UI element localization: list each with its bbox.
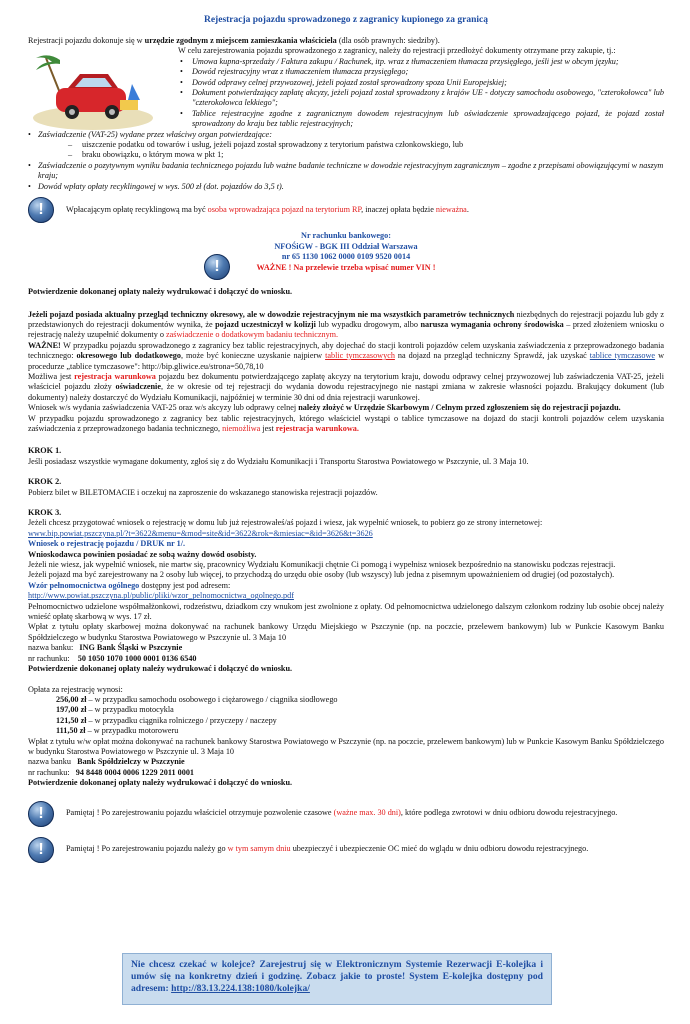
- list-item: – braku obowiązku, o którym mowa w pkt 1;: [68, 150, 664, 160]
- intro-line-2: W celu zarejestrowania pojazdu sprowadzonego z zagranicy, należy do rejestracji przedłożyć dokumenty otrzymane przy zakupie, tj.:: [178, 46, 616, 56]
- step-2: KROK 2. Pobierz bilet w BILETOMACIE i oczekuj na zaproszenie do wskazanego stanowiska rejestracji pojazdów.: [28, 477, 378, 497]
- warning-icon: [28, 801, 54, 827]
- paragraph-vat25: Wniosek w/s wydania zaświadczenia VAT-25 oraz w/s akcyzy lub odprawy celnej należy złożyć w Urzędzie Skarbowym / Celnym przed zgłoszeniem się do rejestracji pojazdu.: [28, 403, 621, 413]
- payment-confirmation: Potwierdzenie dokonanej opłaty należy wydrukować i dołączyć do wniosku.: [28, 287, 293, 297]
- list-item: • Umowa kupna-sprzedaży / Faktura zakupu / Rachunek, itp. wraz z tłumaczeniem tłumacza przysięgłego, jeśli jest w obcym języku;: [178, 57, 664, 67]
- fee-row: 197,00 zł – w przypadku motocykla: [56, 705, 174, 715]
- account-number-ing: nr rachunku: 50 1050 1070 1000 0001 0136 6540: [28, 653, 197, 663]
- step-1: KROK 1. Jeśli posiadasz wszystkie wymagane dokumenty, zgłoś się z do Wydziału Komunikacji i Transportu Starostwa Powiatowego w Pszczynie, ul. 3 Maja 10.: [28, 446, 529, 466]
- warning-icon: [28, 197, 54, 223]
- page-title: Rejestracja pojazdu sprowadzonego z zagranicy kupionego za granicą: [203, 15, 488, 25]
- list-item: • Dowód rejestracyjny wraz z tłumaczeniem tłumacza przysięgłego;: [178, 67, 664, 77]
- fee-row: 111,50 zł – w przypadku motoroweru: [56, 726, 179, 736]
- registration-fees: Opłata za rejestrację wynosi: 256,00 zł – w przypadku samochodu osobowego i ciężarowego / ciągnika siodłowego 197,00 zł – w przypadku motocykla 121,50 zł – w przypadku ciągnika rolniczego / przyczepy / naczepy 111,50 zł – w przypadku motoroweru Wpłat z tytułu w/w opłat można dokonywać na rachunek bankowy Starostwa Powiatowego w Pszczynie (np. na poczcie, przelewem bankowym) lub w Punkcie Kasowym Banku Spółdzielczego w budynku Starostwa Powiatowego w Pszczynie ul. 3 Maja 10 nazwa banku Bank Spółdzielczy w Pszczynie nr rachunku: 94 8448 0004 0006 1229 2011 0001 Potwierdzenie dokonanej opłaty należy wydrukować i dołączyć do wniosku.: [28, 684, 664, 788]
- paragraph-conditional: Możliwa jest rejestracja warunkowa pojazdu bez dokumentu potwierdzającego zapłatę akcyzy na terytorium kraju, dowodu odprawy celnej przywozowej lub zaświadczenia VAT-25, jeżeli właściciel pojazdu złoży oświadczenie, że w okresie od tej rejestracji do wydania dowodu rejestracyjnego nie nastąpi zmiana w zakresie własności pojazdu. Brakujący dokument (lub dokumenty) należy dostarczyć do Wydziału Komunikacji, najpóźniej w terminie 30 dni od dnia rejestracji warunkowej.: [28, 371, 664, 402]
- list-item: • Zaświadczenie o pozytywnym wyniku badania technicznego pojazdu lub ważne badanie techniczne w dowodzie rejestracyjnym zagranicznym – zgodne z przepisami obowiązującymi w naszym kraju;: [28, 161, 664, 182]
- bank-account-block: [28, 231, 664, 273]
- bank-name-ing: nazwa banku: ING Bank Śląski w Pszczynie: [28, 643, 183, 653]
- reminder-temporary-permit: ! Pamiętaj ! Po zarejestrowaniu pojazdu właściciel otrzymuje pozwolenie czasowe (ważne max. 30 dni), które podlega zwrotowi w dniu odbioru dowodu rejestracyjnego.: [28, 801, 664, 827]
- list-item: • Dowód wpłaty opłaty recyklingowej w wys. 500 zł (dot. pojazdów do 3,5 t).: [28, 182, 664, 192]
- list-item: • Dokument potwierdzający zapłatę akcyzy, jeżeli pojazd został sprowadzony z krajów UE - dotyczy samochodu osobowego, "czterokołowca" lub "czterokołowca lekkiego";: [178, 88, 664, 109]
- ekolejka-link[interactable]: http://83.13.224.138:1080/kolejka/: [171, 983, 310, 994]
- fee-row: 256,00 zł – w przypadku samochodu osobowego i ciężarowego / ciągnika siodłowego: [56, 694, 338, 704]
- form-name: Wniosek o rejestrację pojazdu / DRUK nr 1/.: [28, 539, 186, 549]
- document-page: [28, 14, 664, 863]
- warning-icon: [28, 837, 54, 863]
- vat-sublist: [68, 140, 664, 161]
- list-item: • Zaświadczenie (VAT-25) wydane przez właściwy organ potwierdzające: – uiszczenie podatku od towarów i usług, jeżeli pojazd został sprowadzony z terytorium państwa członkowskiego, lub – braku obowiązku, o którym mowa w pkt 1;: [28, 130, 664, 161]
- bank-nfosigw: Nr rachunku bankowego: NFOŚiGW - BGK III Oddział Warszawa nr 65 1130 1062 0000 0109 9520 0014 WAŻNE ! Na przelewie trzeba wpisać numer VIN !: [256, 231, 436, 272]
- reminder-insurance: ! Pamiętaj ! Po zarejestrowaniu pojazdu należy go w tym samym dniu ubezpieczyć i ubezpieczenie OC mieć do wglądu w dniu odbioru dowodu rejestracyjnego.: [28, 837, 664, 863]
- intro-section: [28, 36, 664, 130]
- list-item: – uiszczenie podatku od towarów i usług, jeżeli pojazd został sprowadzony z terytorium państwa członkowskiego, lub: [68, 140, 664, 150]
- power-of-attorney-link[interactable]: http://www.powiat.pszczyna.pl/public/pliki/wzor_pelnomocnictwa_ogolnego.pdf: [28, 591, 294, 601]
- list-item: • Dowód odprawy celnej przywozowej, jeżeli pojazd został sprowadzony spoza Unii Europejskiej;: [178, 78, 664, 88]
- bank-name-bs: nazwa banku Bank Spółdzielczy w Pszczynie: [28, 757, 185, 767]
- recycling-note: ! Wpłacającym opłatę recyklingową ma być osoba wprowadzająca pojazd na terytorium RP, inaczej opłata będzie nieważna.: [28, 197, 664, 223]
- additional-documents-list: [28, 130, 664, 192]
- ekolejka-banner: Nie chcesz czekać w kolejce? Zarejestruj się w Elektronicznym Systemie Rezerwacji E-kolejka i umów się na konkretny dzień i godzinę. Zobacz jakie to proste! System E-kolejka dostępny pod adresem: http://83.13.224.138:1080/kolejka/: [122, 953, 552, 1005]
- fee-row: 121,50 zł – w przypadku ciągnika rolniczego / przyczepy / naczepy: [56, 715, 277, 725]
- step-3: KROK 3. Jeżeli chcesz przygotować wniosek o rejestrację w domu lub już rejestrowałeś/aś pojazd i wiesz, jak wypełnić wniosek, to pobierz go ze strony internetowej: www.bip.powiat.pszczyna.pl/?t=3622&menu=&mod=site&id=3622&rok=&miesiac=&id=3626&t=3626 Wniosek o rejestrację pojazdu / DRUK nr 1/. Wnioskodawca powinien posiadać ze sobą ważny dowód osobisty. Jeżeli nie wiesz, jak wypełnić wniosek, nie martw się, pracownicy Wydziału Komunikacji chętnie Ci pomogą i wypełnisz wniosek bezpośrednio na stanowisku podczas rejestracji. Jeżeli pojazd ma być zarejestrowany na 2 osoby lub więcej, to przychodzą do urzędu obie osoby (lub wszyscy) lub jedna z pisemnym upoważnieniem od drugiej (od pozostałych). Wzór pełnomocnictwa ogólnego dostępny jest pod adresem: http://www.powiat.pszczyna.pl/public/pliki/wzor_pelnomocnictwa_ogolnego.pdf Pełnomocnictwo udzielone współmałżonkowi, rodzeństwu, dziadkom czy wnukom jest zwolnione z opłaty. Od pełnomocnictwa udzielonego dalszym członkom rodziny lub osobie obcej należy wnieść opłatę skarbową w wys. 17 zł. Wpłat z tytułu opłaty skarbowej można dokonywać na rachunek bankowy Urzędu Miejskiego w Pszczynie (np. na poczcie, przelewem bankowym) lub w Punkcie Kasowym Banku Spółdzielczego w budynku Starostwa Powiatowego w Pszczynie ul. 3 Maja 10 nazwa banku: ING Bank Śląski w Pszczynie nr rachunku: 50 1050 1070 1000 0001 0136 6540 Potwierdzenie dokonanej opłaty należy wydrukować i dołączyć do wniosku.: [28, 508, 664, 674]
- list-item: • Tablice rejestracyjne zgodne z zagranicznym dowodem rejestracyjnym lub oświadczenie sprowadzającego pojazd, że pojazd został sprowadzony do kraju bez tablic rejestracyjnych;: [178, 109, 664, 130]
- form-download-link[interactable]: www.bip.powiat.pszczyna.pl/?t=3622&menu=&mod=site&id=3622&rok=&miesiac=&id=3626&t=3626: [28, 528, 373, 538]
- paragraph-important: WAŻNE! W przypadku pojazdu sprowadzonego z zagranicy bez tablic rejestracyjnych, aby dojechać do stacji kontroli pojazdów celem uzyskania zaświadczenia z przeprowadzonego badania technicznego: okresowego lub dodatkowego, może być konieczne uzyskanie najpierw tablic tymczasowych na dojazd na przegląd techniczny Sprawdź, jak uzyskać tablice tymczasowe w procedurze „tablice tymczasowe": http://bip.gliwice.eu/strona=50,78,10: [28, 340, 664, 371]
- paragraph-temporary-plates: W przypadku pojazdu sprowadzonego z zagranicy bez tablic rejestracyjnych, którego właściciel wystąpi o tablice tymczasowe na dojazd do stacji kontroli pojazdów celem uzyskania zaświadczenia z przeprowadzonego badania technicznego, niemożliwa jest rejestracja warunkowa.: [28, 413, 664, 433]
- warning-icon: [204, 254, 230, 280]
- required-documents-list: [178, 57, 664, 130]
- car-illustration: [28, 48, 158, 134]
- account-number-bs: nr rachunku: 94 8448 0004 0006 1229 2011 0001: [28, 767, 195, 777]
- paragraph-technical: Jeżeli pojazd posiada aktualny przegląd techniczny okresowy, ale w dowodzie rejestracyjnym nie ma wszystkich parametrów technicznych niezbędnych do rejestracji pojazdu lub gdy z przedstawionych do rejestracji dokumentów wynika, że pojazd uczestniczył w kolizji lub wypadku drogowym, albo narusza wymagania ochrony środowiska – przed złożeniem wniosku o rejestrację należy uzupełnić dokumenty o zaświadczenie o dodatkowym badaniu technicznym.: [28, 309, 664, 340]
- intro-line: Rejestracji pojazdu dokonuje się w urzędzie zgodnym z miejscem zamieszkania właściciela (dla osób prawnych: siedziby).: [28, 36, 440, 45]
